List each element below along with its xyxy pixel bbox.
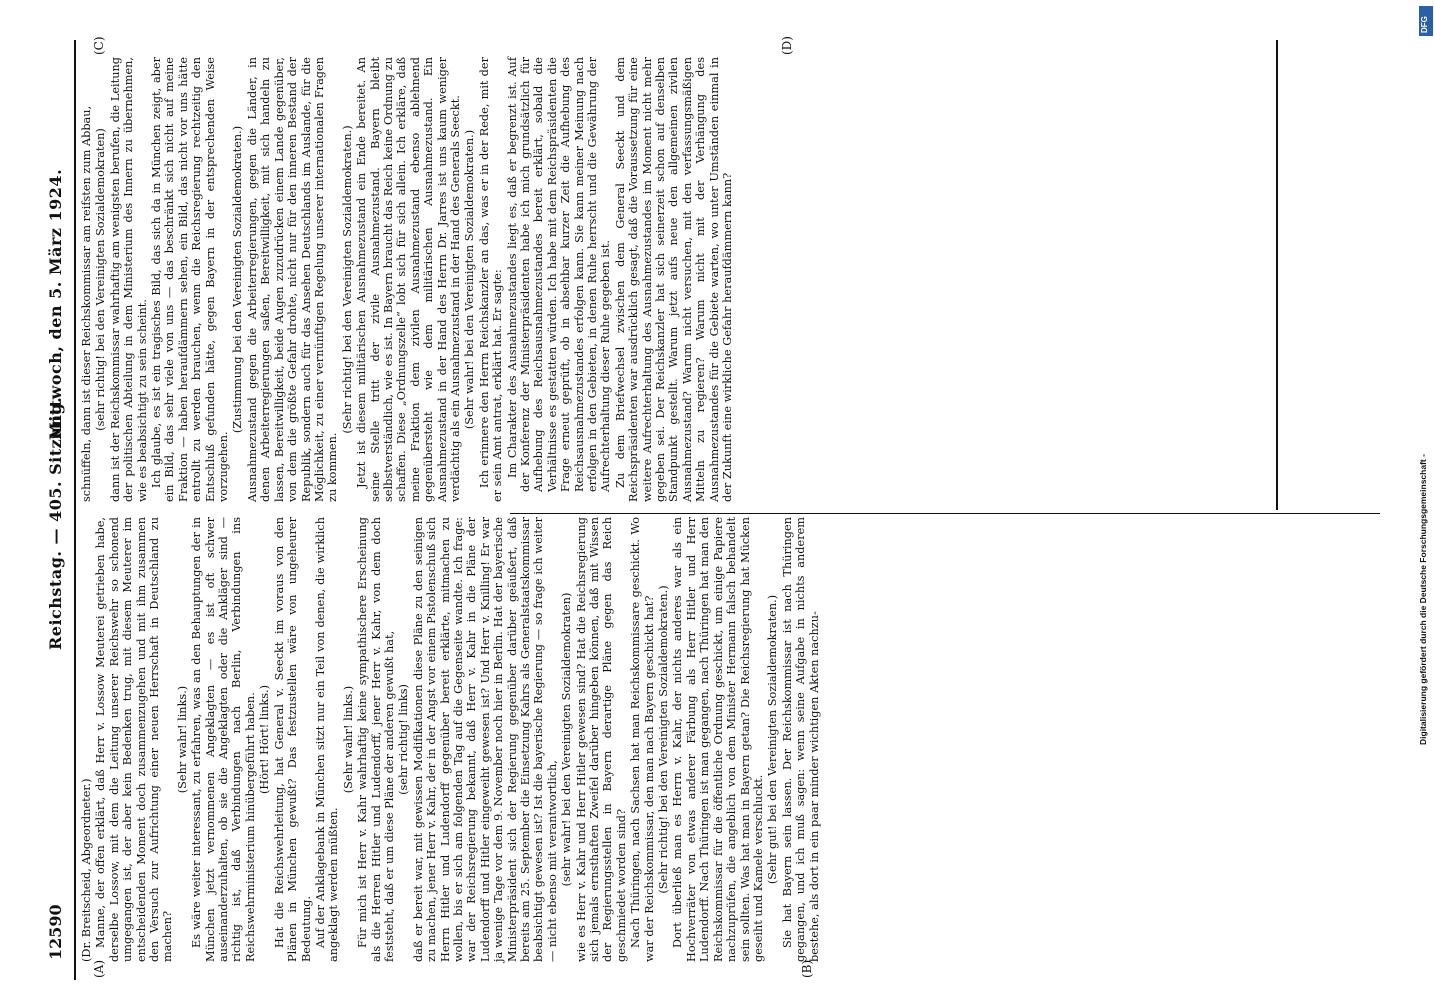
interjection: (sehr richtig! links): [397, 684, 411, 795]
paragraph: wie es Herr v. Kahr und Herr Hitler gewesen sind? Hat die Reichsregierung sich jemals ernsthaften Zweifel darüber hingeben können, daß mit Wissen der Regierungsstellen in Bayern derartige Pläne gegen das Reich geschmiedet worden sind?: [574, 517, 628, 962]
interjection: (Sehr richtig! bei den Vereinigten Sozialdemokraten.): [340, 125, 354, 434]
paragraph: dann ist der Reichskommissar wahrhaftig am wenigsten berufen, die Leitung der politischen Abteilung in dem Ministerium des Innern zu übernehmen, wie es beabsichtigt zu sein scheint.: [108, 57, 149, 502]
interjection: (sehr richtig! bei den Vereinigten Sozialdemokraten): [94, 128, 108, 431]
header-rule: [74, 40, 76, 980]
left-column: [80, 517, 822, 962]
interjection: (Sehr richtig! bei den Vereinigten Sozialdemokraten.): [657, 585, 671, 894]
interjection: (Sehr gut! bei den Vereinigten Sozialdemokraten.): [766, 594, 780, 885]
paragraph: Es wäre weiter interessant, zu erfahren, was an den Behauptungen der in München jetzt vernommenen Angeklagten — es ist oft schwer auseinanderzuhalten, ob sie die Angeklagten oder die Ankläger sind — richtig ist, daß Verbindungen nach Berlin, Verbindungen ins Reichswehrministerium hinübergeführt haben.: [190, 517, 257, 962]
quotation: Im Charakter des Ausnahmezustandes liegt es, daß er begrenzt ist. Auf der Konferenz der Ministerpräsidenten habe ich mich grundsätzlich für Aufhebung des Reichsausnahmezustandes bereit erklärt, sobald die Verhältnisse es gestatten würden. Ich habe mit dem Reichspräsidenten die Frage erneut geprüft, ob in absehbar kurzer Zeit die Aufhebung des Reichsausnahmezustandes erfolgen kann. Sie kann meiner Meinung nach erfolgen in den Gebieten, in denen Ruhe herrscht und die Gewährung der Aufrechterhaltung dieser Ruhe gegeben ist.: [505, 57, 613, 492]
interjection: (Sehr wahr! links.): [175, 685, 189, 794]
margin-marker-a: (A): [92, 959, 106, 978]
paragraph: Für mich ist Herr v. Kahr wahrhaftig keine sympathischere Erscheinung als die Herren Hitler und Ludendorff, jener Herr v. Kahr, von dem doch feststeht, daß er um diese Pläne der anderen gewußt hat,: [356, 517, 396, 962]
margin-marker-d: (D): [780, 36, 794, 55]
paragraph: daß er bereit war, mit gewissen Modifikationen diese Pläne zu den seinigen zu machen, jener Herr v. Kahr, der in der Angst vor einem Pistolenschuß sich Herrn Hitler und Ludendorff gegenüber bereit erklärte, mitmachen zu wollen, bis er sich am folgenden Tag auf die Gegenseite wandte. Ich frage: war der Reichsregierung bekannt, daß Herr v. Kahr in die Pläne der Ludendorff und Hitler eingeweiht gewesen ist? Und Herr v. Knilling! Er war ja wenige Tage vor dem 9. November noch hier in Berlin. Hat der bayerische Ministerpräsident sich der Regierung gegenüber darüber geäußert, daß bereits am 25. September die Einsetzung Kahrs als Generalstaatskommissar beabsichtigt gewesen ist? Ist die bayerische Regierung — so frage ich weiter — nicht ebenso mit verantwortlich,: [411, 517, 559, 962]
page-header: [46, 40, 72, 980]
paragraph: schnüffeln, dann ist dieser Reichskommissar am reifsten zum Abbau,: [80, 105, 93, 502]
interjection: (Sehr wahr! links.): [341, 685, 355, 794]
funding-caption: Digitalisierung gefördert durch die Deutsche Forschungsgemeinschaft -: [1418, 454, 1428, 745]
paragraph: Ausnahmezustand gegen die Arbeiterregierungen, gegen die Länder, in denen Arbeiterregierungen saßen, Bereitwilligkeit, mit sich handeln zu lassen, Bereitwilligkeit, beide Augen zuzudrücken einem Lande gegenüber, von dem die größte Gefahr drohte, nicht nur für den inneren Bestand der Republik, sondern auch für das Ansehen Deutschlands im Auslande, für die Möglichkeit, zu einer vernünftigen Regelung unserer internationalen Fragen zu kommen.: [245, 57, 340, 502]
page-number: 12590: [46, 904, 65, 960]
interjection: (Hört! Hört! links.): [258, 685, 272, 794]
paragraph: Jetzt ist diesem militärischen Ausnahmezustand ein Ende bereitet. An seine Stelle tritt der zivile Ausnahmezustand. Bayern bleibt selbstverständlich, wie es ist. In Bayern braucht das Reich keine Ordnung zu schaffen. Diese „Ordnungszelle“ lobt sich für sich allein. Ich erkläre, daß meine Fraktion dem zivilen Ausnahmezustand ebenso ablehnend gegenübersteht wie dem militärischen Ausnahmezustand. Ein Ausnahmezustand in der Hand des Herrn Dr. Jarres ist uns kaum weniger verdächtig als ein Ausnahmezustand in der Hand des Generals Seeckt.: [355, 57, 462, 502]
speaker-line: (Dr. Breitscheid, Abgeordneter.): [80, 778, 93, 962]
header-title: Reichstag. — 405. Sitzung.: [46, 396, 65, 650]
paragraph: Ich erinnere den Herrn Reichskanzler an das, was er in der Rede, mit der er sein Amt antrat, erklärt hat. Er sagte:: [477, 57, 505, 502]
side-caption: [1418, 10, 1434, 990]
paragraph: Manne, der offen erklärt, daß Herr v. Lossow Meuterei getrieben habe, derselbe Lossow, mit dem die Leitung unserer Reichswehr so schonend umgegangen ist, der aber kein Bedenken trug, mit diesem Meuterer im entscheidenden Moment doch zusammenzugehen und mit ihm zusammen den Versuch zur Aufrichtung einer neuen Herrschaft in Deutschland zu machen?: [94, 517, 175, 962]
column-end-rule: [1276, 40, 1278, 510]
margin-marker-b: (B): [800, 959, 814, 978]
paragraph: Dort überließ man es Herrn v. Kahr, der nichts anderes war als ein Hochverräter von etwas anderer Färbung als Herr Hitler und Herr Ludendorff. Nach Thüringen ist man gegangen, nach Thüringen hat man den Reichskommissar für die öffentliche Ordnung geschickt, um einige Papiere nachzuprüfen, die angeblich von dem Minister Hermann falsch behandelt sein sollten. Was hat man in Bayern getan? Die Reichsregierung hat Mücken geseiht und Kamele verschluckt.: [671, 517, 765, 962]
paragraph: Ich glaube, es ist ein tragisches Bild, das sich da in München zeigt, aber ein Bild, das sehr viele von uns — das beschränkt sich nicht auf meine Fraktion — haben heraufdämmern sehen, ein Bild, das nicht vor uns hätte entrollt zu werden brauchen, wenn die Reichsregierung rechtzeitig den Entschluß gefunden hätte, gegen Bayern in der entsprechenden Weise vorzugehen.: [150, 57, 231, 502]
paragraph: Auf der Anklagebank in München sitzt nur ein Teil von denen, die wirklich angeklagt werden müßten.: [313, 517, 341, 962]
paragraph: Hat die Reichswehrleitung, hat General v. Seeckt im voraus von den Plänen in München gewußt? Das festzustellen wäre von ungeheurer Bedeutung.: [272, 517, 313, 962]
paragraph: Sie hat Bayern sein lassen. Der Reichskommissar ist nach Thüringen gegangen, und ich muß sagen: wenn seine Aufgabe in nichts anderem bestehe, als dort in ein paar minder wichtigen Akten nachzu-: [780, 517, 821, 962]
interjection: (Sehr wahr! bei den Vereinigten Sozialdemokraten.): [463, 129, 477, 430]
column-divider: [510, 513, 1380, 514]
header-date: Mittwoch, den 5. März 1924.: [46, 168, 65, 440]
paragraph: Nach Thüringen, nach Sachsen hat man Reichskommissare geschickt. Wo war der Reichskommissar, den man nach Bayern geschickt hat?: [629, 517, 656, 962]
right-column: [80, 57, 736, 502]
interjection: (Zustimmung bei den Vereinigten Sozialdemokraten.): [231, 125, 245, 434]
rotated-document-page: [40, 36, 1380, 980]
interjection: (sehr wahr! bei den Vereinigten Sozialdemokraten): [560, 592, 574, 887]
margin-marker-c: (C): [92, 36, 106, 55]
dfg-logo: DFG: [1419, 6, 1433, 36]
paragraph: Zu dem Briefwechsel zwischen dem General Seeckt und dem Reichspräsidenten war ausdrücklich gesagt, daß die Voraussetzung für eine weitere Aufrechterhaltung des Ausnahmezustandes im Moment nicht mehr gegeben sei. Der Reichskanzler hat sich seinerzeit schon auf denselben Standpunkt gestellt. Warum jetzt aufs neue den allgemeinen zivilen Ausnahmezustand? Warum nicht versuchen, mit den verfassungsmäßigen Mitteln zu regieren? Warum nicht mit der Verhängung des Ausnahmezustandes für die Gebiete warten, wo unter Umständen einmal in der Zukunft eine wirkliche Gefahr heraufdämmern kann?: [613, 57, 735, 502]
